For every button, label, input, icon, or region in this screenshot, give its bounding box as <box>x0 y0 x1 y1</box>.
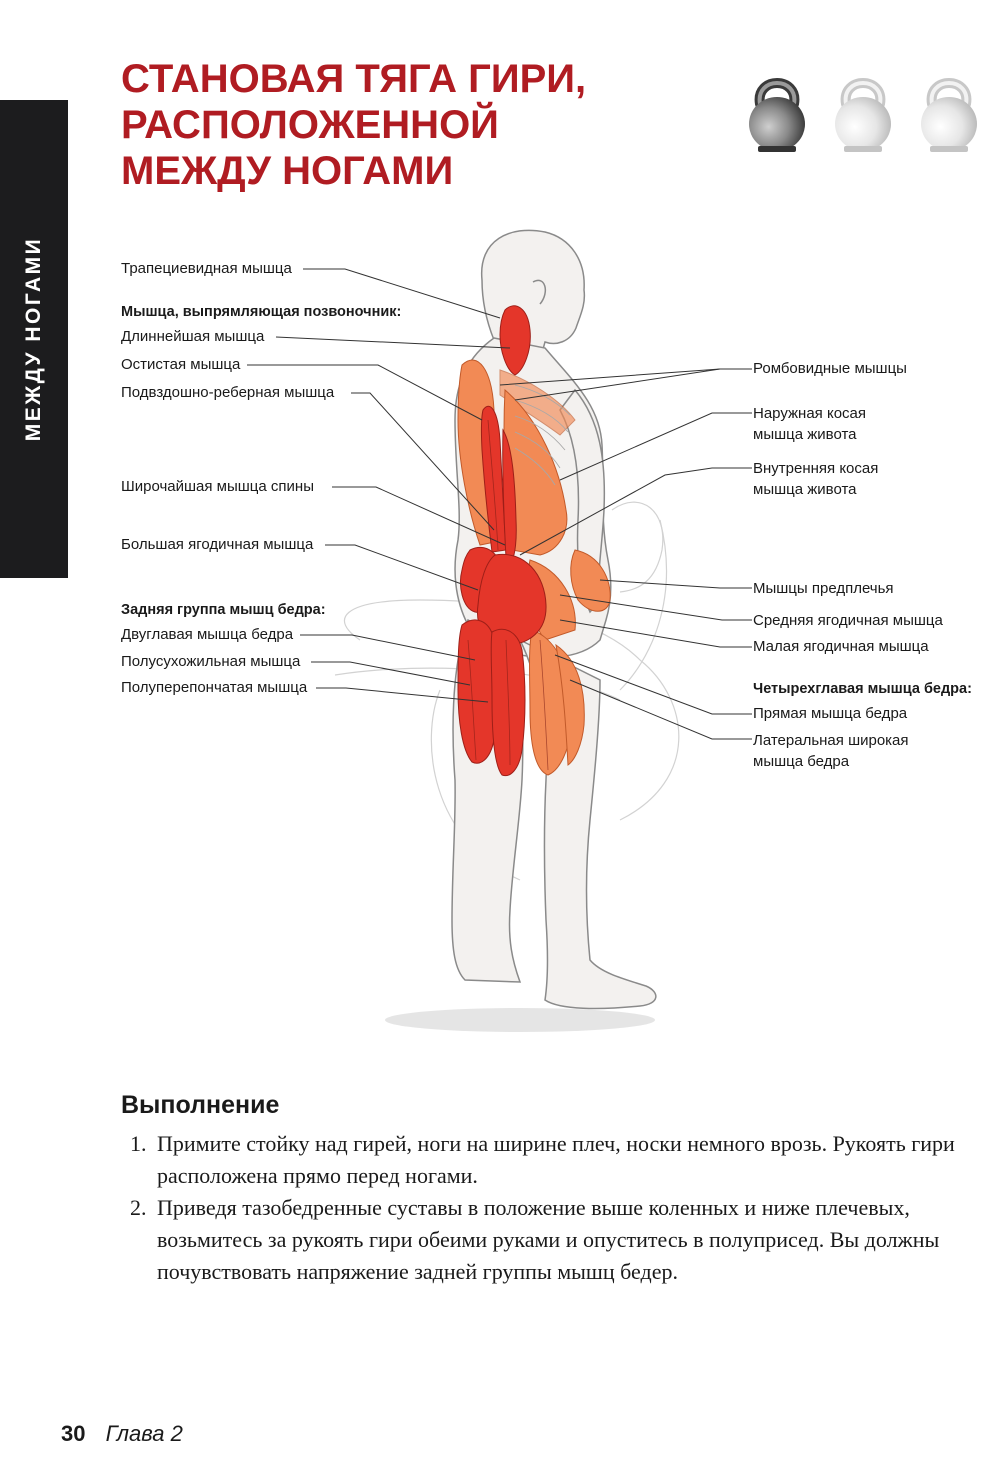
title-line-1: СТАНОВАЯ ТЯГА ГИРИ, <box>121 57 587 101</box>
figure-label: Полусухожильная мышца <box>121 653 301 670</box>
page-number: 30 <box>61 1421 86 1446</box>
figure-label: Внутренняя косая <box>753 460 879 477</box>
figure-label-heading: Четырехглавая мышца бедра: <box>753 681 972 697</box>
figure-label: Латеральная широкая <box>753 732 909 749</box>
page-footer <box>61 1421 183 1447</box>
figure-label: Малая ягодичная мышца <box>753 638 929 655</box>
figure-label: Большая ягодичная мышца <box>121 536 314 553</box>
figure-label: Полуперепончатая мышца <box>121 679 308 696</box>
chapter-label: Глава 2 <box>105 1421 183 1446</box>
figure-label: Средняя ягодичная мышца <box>753 612 943 629</box>
page-title <box>121 56 681 194</box>
figure-label: Прямая мышца бедра <box>753 705 908 722</box>
figure-label: Остистая мышца <box>121 356 241 373</box>
figure-label-heading: Мышца, выпрямляющая позвоночник: <box>121 304 402 320</box>
step-text: Примите стойку над гирей, ноги на ширине плеч, носки немного врозь. Рукоять гири расположена прямо перед ногами. <box>157 1131 955 1188</box>
title-line-3: МЕЖДУ НОГАМИ <box>121 149 454 193</box>
step-text: Приведя тазобедренные суставы в положение выше коленных и ниже плечевых, возьмитесь за рукоять гири обеими руками и опуститесь в полуприсед. Вы должны почувствовать напряжение задней группы мышц бедер. <box>157 1195 940 1284</box>
list-item <box>122 1192 982 1288</box>
figure-label: Наружная косая <box>753 405 867 422</box>
title-line-2: РАСПОЛОЖЕННОЙ <box>121 103 499 147</box>
kettlebell-icon <box>746 64 808 154</box>
figure-label: мышца бедра <box>753 753 850 770</box>
side-tab-label: МЕЖДУ НОГАМИ <box>22 236 45 442</box>
figure-label: Двуглавая мышца бедра <box>121 626 294 643</box>
figure-label: мышца живота <box>753 426 857 443</box>
figure-label: Длиннейшая мышца <box>121 328 265 345</box>
figure-label: мышца живота <box>753 481 857 498</box>
steps-list <box>122 1128 982 1288</box>
kettlebell-icon <box>832 64 894 154</box>
figure-label: Подвздошно-реберная мышца <box>121 384 335 401</box>
step-number: 1. <box>130 1131 147 1156</box>
section-heading: Выполнение <box>121 1091 280 1119</box>
figure-label: Широчайшая мышца спины <box>121 478 314 495</box>
figure-label: Мышцы предплечья <box>753 580 894 597</box>
anatomy-figure <box>0 220 1000 1040</box>
figure-label: Трапециевидная мышца <box>121 260 292 277</box>
list-item <box>122 1128 982 1192</box>
figure-label-heading: Задняя группа мышц бедра: <box>121 602 326 618</box>
kettlebell-icon <box>918 64 980 154</box>
difficulty-rating <box>746 64 980 154</box>
step-number: 2. <box>130 1195 147 1220</box>
figure-label: Ромбовидные мышцы <box>753 360 907 377</box>
